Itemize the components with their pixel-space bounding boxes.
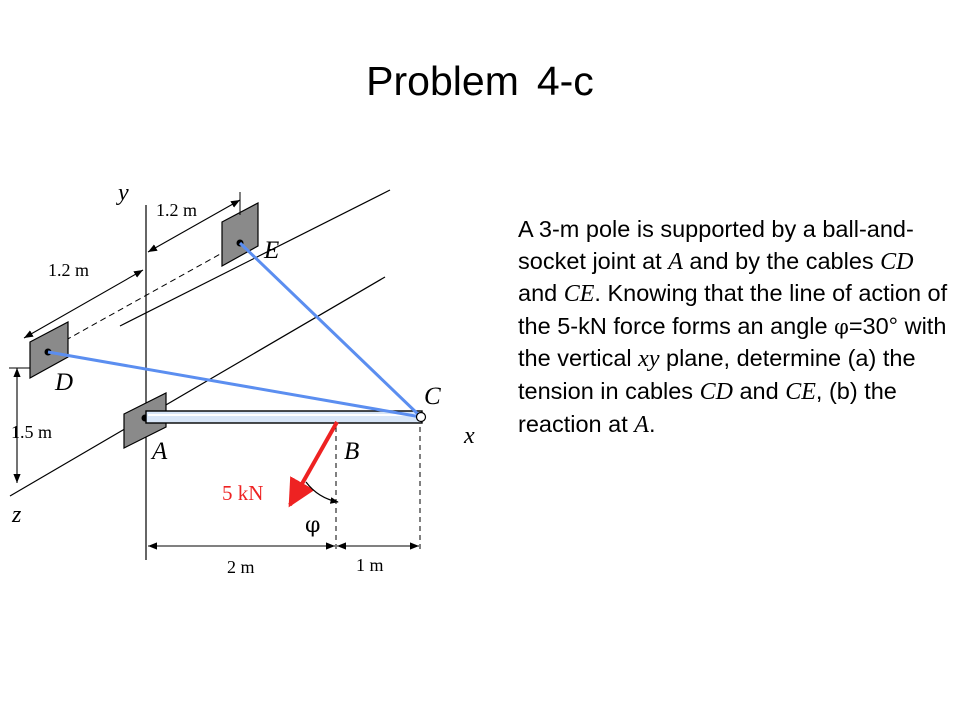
- statement-cable-ce: CE: [563, 281, 595, 308]
- statement-phi: φ: [834, 314, 849, 339]
- title-part2: 4-c: [536, 58, 594, 104]
- statement-text-9: .: [648, 410, 656, 437]
- statement-point-a: A: [668, 248, 683, 275]
- angle-phi-arc: [306, 482, 338, 502]
- point-label-e: E: [264, 237, 280, 264]
- statement-text-2: and by the cables: [689, 247, 874, 274]
- statement-text-6: plane, determine (a) the tension in cables: [518, 345, 916, 404]
- statement-text-8: , (b) the reaction at: [518, 377, 897, 437]
- statement-text-1: A 3-m pole is supported by a ball-and-socket joint at: [518, 216, 914, 274]
- statement-text-7: and: [739, 377, 779, 404]
- statement-cable-cd-2: CD: [699, 378, 733, 405]
- axis-label-z: z: [12, 502, 22, 528]
- statement-cable-ce-2: CE: [785, 378, 816, 405]
- statement-cable-cd: CD: [880, 248, 914, 275]
- dim-label-ab: 2 m: [227, 557, 255, 577]
- statement-point-a-2: A: [634, 411, 649, 438]
- angle-label-phi: φ: [305, 513, 321, 538]
- force-arrow: [290, 422, 337, 505]
- title-part1: Problem: [366, 58, 519, 104]
- statement-text-5: =30° with the vertical: [518, 312, 947, 372]
- dim-label-e-offset: 1.2 m: [156, 200, 198, 220]
- statement-text-4: . Knowing that the line of action of the 5-kN force forms an angle: [518, 280, 948, 339]
- axis-label-y: y: [118, 180, 129, 206]
- point-label-a: A: [152, 438, 168, 465]
- pole: [146, 411, 422, 423]
- dim-label-d-offset: 1.2 m: [48, 260, 90, 280]
- dim-line-d-offset: [24, 270, 143, 338]
- axis-label-x: x: [464, 423, 475, 449]
- point-label-b: B: [344, 438, 360, 465]
- statement-text-3: and: [518, 280, 558, 307]
- statement-xy-plane: xy: [638, 346, 660, 373]
- problem-statement: [518, 214, 954, 441]
- point-label-d: D: [55, 369, 74, 396]
- point-label-c: C: [424, 383, 441, 410]
- force-label: 5 kN: [222, 481, 264, 505]
- dim-label-d-height: 1.5 m: [11, 422, 53, 442]
- point-c-ring: [417, 413, 426, 422]
- dim-label-bc: 1 m: [356, 555, 384, 575]
